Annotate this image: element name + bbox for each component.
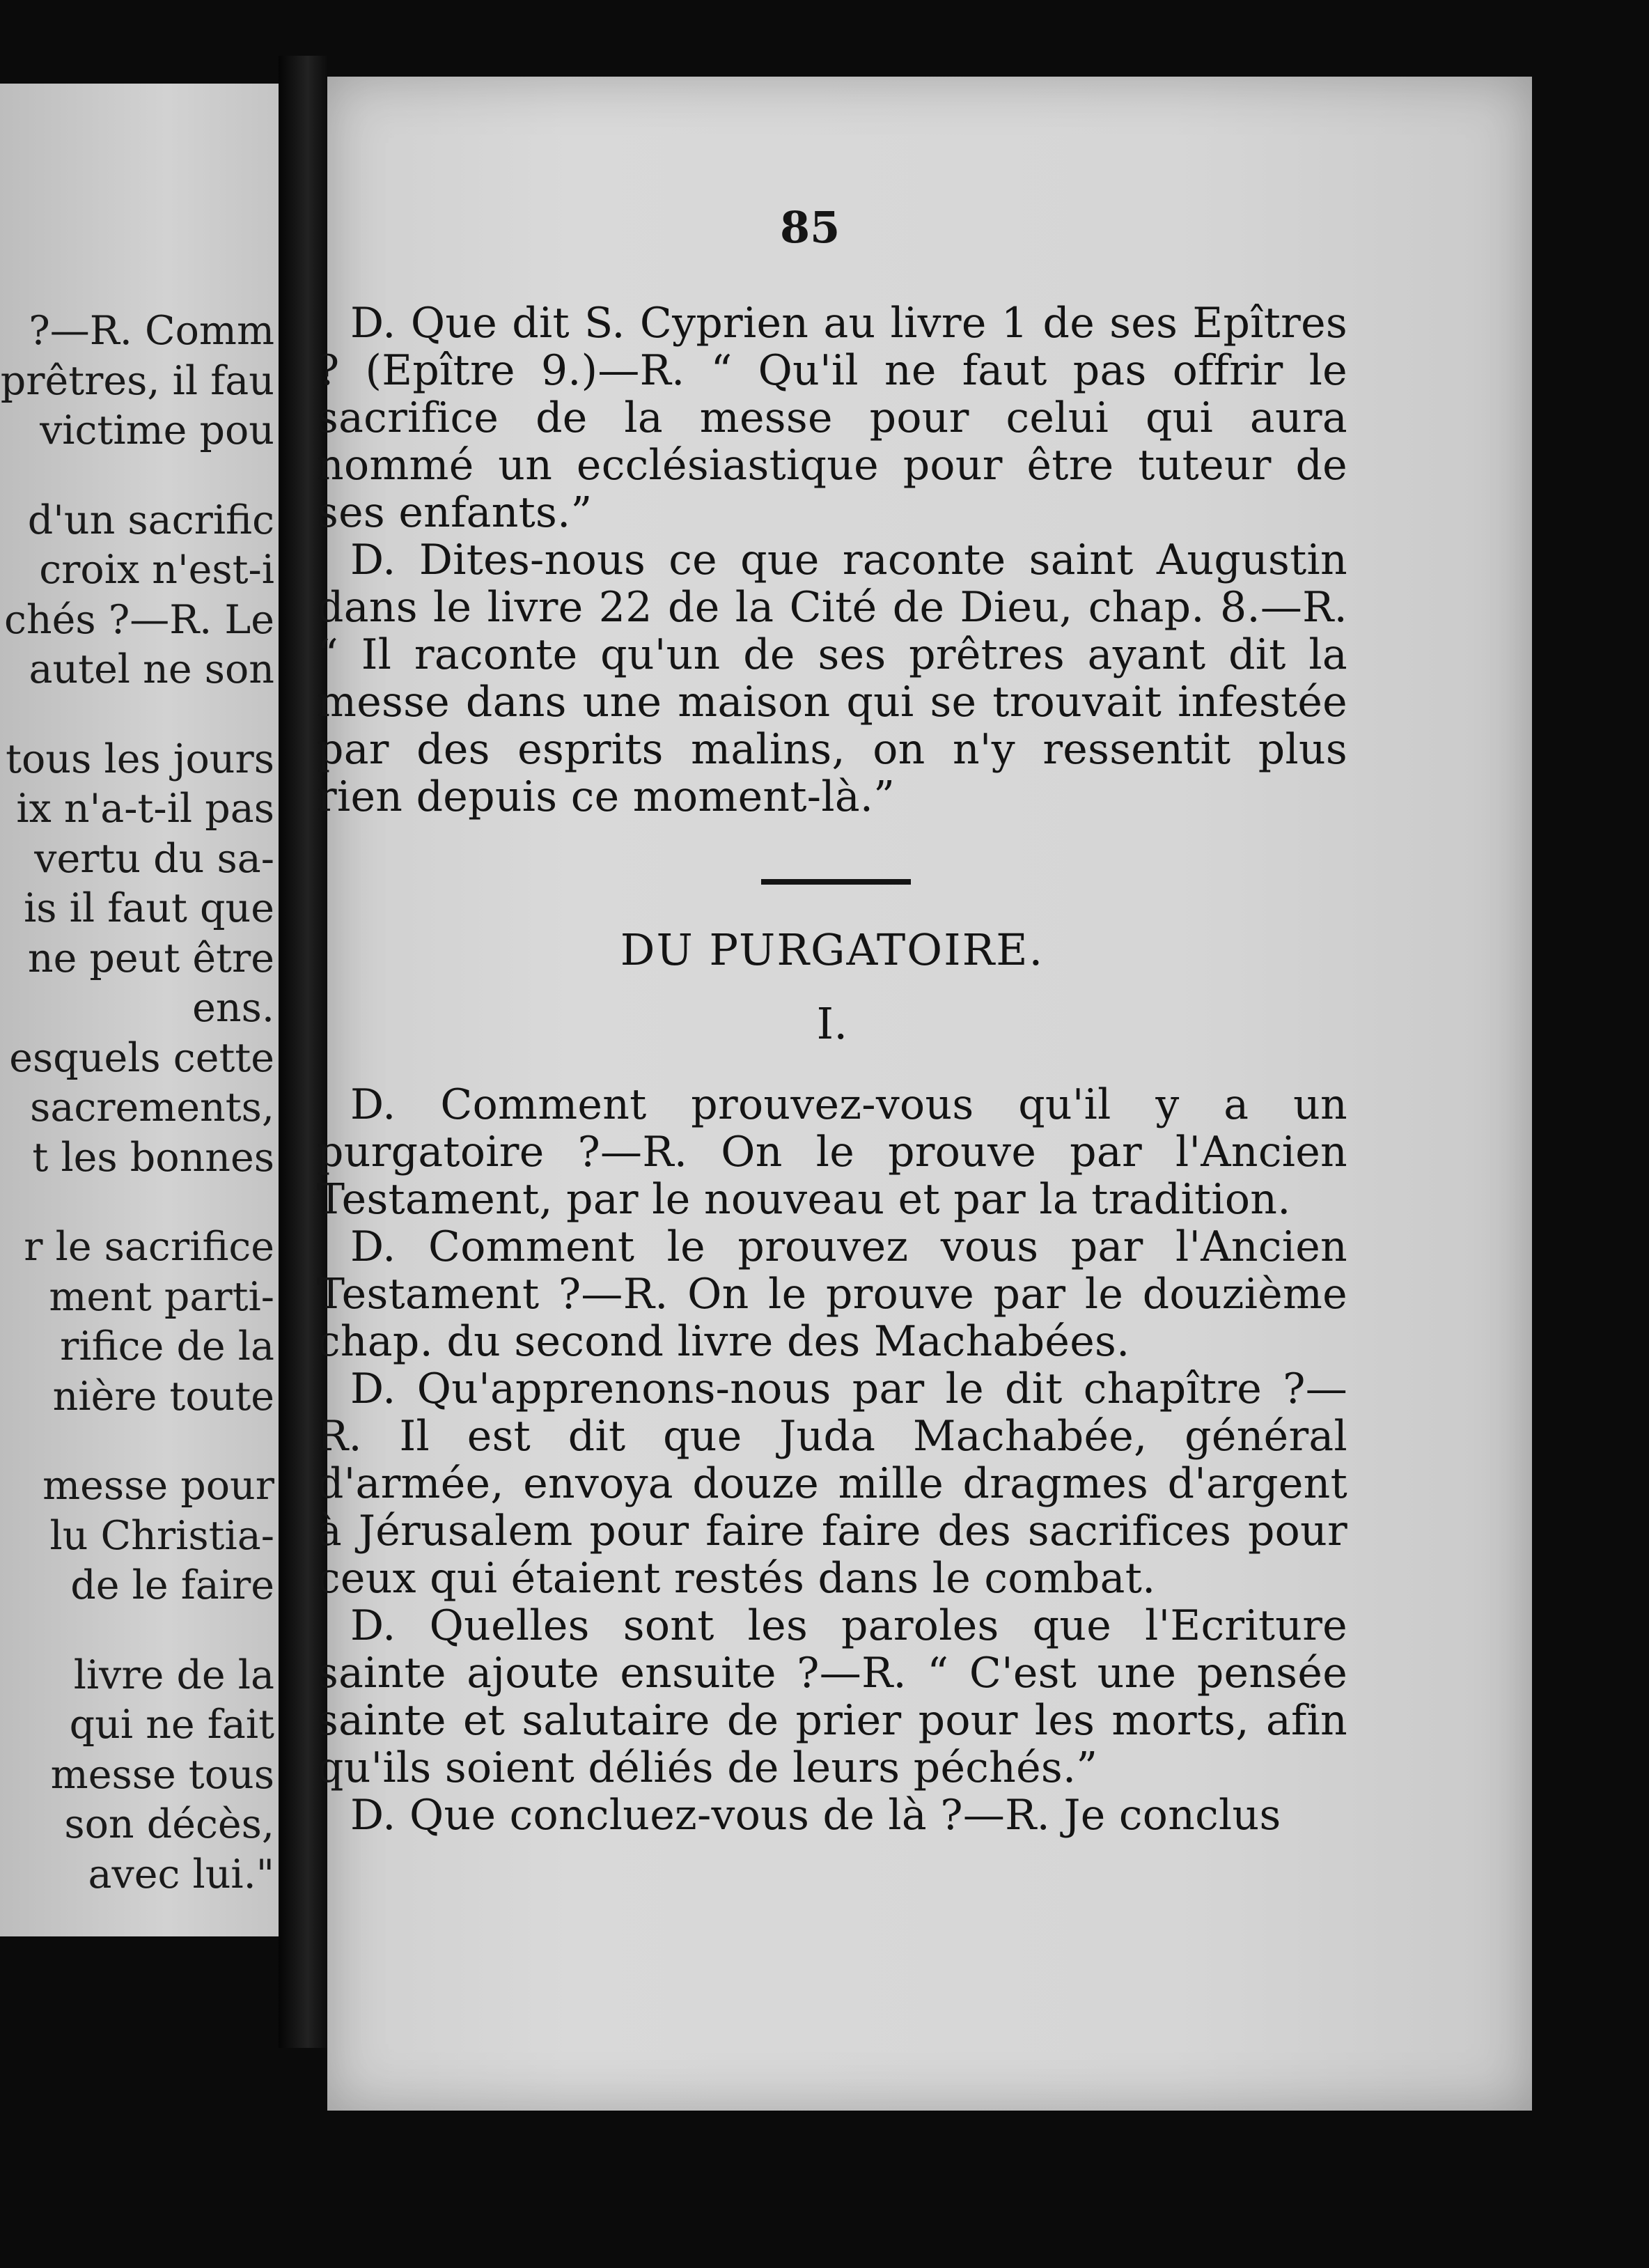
paragraph: D. Que concluez-vous de là ?—R. Je conclus [350,1791,1281,1840]
left-line: de le faire [70,1562,274,1608]
page-body [317,300,1347,1839]
paragraph: D. Comment le prouvez vous par l'Ancien Testament ?—R. On le prouve par le douzième chap. du second livre des Machabées. [317,1222,1347,1366]
left-line: esquels cette [9,1034,274,1081]
page-number: 85 [780,202,841,253]
section-title: DU PURGATOIRE. [620,924,1045,975]
left-line: r le sacrifice [24,1224,274,1270]
left-line: rifice de la [60,1323,274,1369]
left-line: t les bonnes [32,1134,274,1181]
paragraph: D. Qu'apprenons-nous par le dit chapître ?—R. Il est dit que Juda Machabée, général d'armée, envoya douze mille dragmes d'argent à Jérusalem pour faire faire des sacrifices pour ceux qui étaient restés dans le combat. [317,1365,1347,1603]
left-line: son décès, [64,1801,274,1847]
left-line: chés ?—R. Le [3,596,274,643]
paragraph: D. Dites-nous ce que raconte saint Augustin dans le livre 22 de la Cité de Dieu, chap. 8.—R. “ Il raconte qu'un de ses prêtres ayant dit la messe dans une maison qui se trouvait infestée par des esprits malins, on n'y ressentit plus rien depuis ce moment-là.” [317,536,1347,821]
left-line: ment parti- [49,1273,274,1320]
left-line: sacrements, [30,1085,274,1131]
left-line: ?—R. Comm [29,308,274,354]
left-page-text [0,306,274,1900]
left-line: d'un sacrific [27,497,274,543]
section-numeral: I. [816,998,848,1049]
left-line: livre de la [73,1652,274,1698]
left-line: is il faut que [24,885,274,931]
left-line: tous les jours [6,736,274,782]
paragraph: D. Que dit S. Cyprien au livre 1 de ses Epîtres ? (Epître 9.)—R. “ Qu'il ne faut pas offrir le sacrifice de la messe pour celui qui aura nommé un ecclésiastique pour être tuteur de ses enfants.” [317,299,1347,537]
left-facing-page [0,84,279,1936]
left-line: ne peut être [27,935,274,981]
left-line: ens. [192,985,274,1031]
paragraph: D. Quelles sont les paroles que l'Ecriture sainte ajoute ensuite ?—R. “ C'est une pensée sainte et salutaire de prier pour les morts, afin qu'ils soient déliés de leurs péchés.” [317,1601,1347,1792]
left-line: croix n'est-i [39,547,274,593]
left-line: prêtres, il fau [0,357,274,404]
left-line: victime pou [40,407,274,453]
left-line: nière toute [52,1373,274,1420]
left-line: lu Christia- [49,1512,274,1559]
left-line: avec lui." [88,1851,274,1897]
left-line: messe tous [50,1751,274,1798]
paragraph: D. Comment prouvez-vous qu'il y a un purgatoire ?—R. On le prouve par l'Ancien Testament, par le nouveau et par la tradition. [317,1080,1347,1224]
left-line: autel ne son [29,646,274,692]
section-rule [761,879,911,885]
left-line: vertu du sa- [34,835,274,882]
left-line: messe pour [42,1463,274,1509]
left-line: ix n'a-t-il pas [16,786,274,832]
left-line: qui ne fait [69,1702,274,1748]
